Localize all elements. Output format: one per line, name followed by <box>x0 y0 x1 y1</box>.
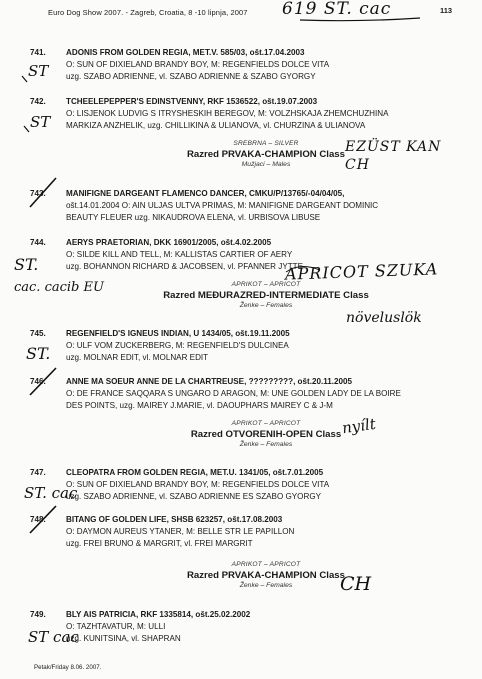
entry-number: 742. <box>30 97 46 106</box>
page-footer: Petak/Friday 8.06. 2007. <box>34 664 102 671</box>
handwritten-note-744a: ST. <box>14 255 39 274</box>
entry-746 <box>30 376 466 412</box>
handwritten-note-745: ST. <box>26 344 51 363</box>
entry-parents: O: LISJENOK LUDVIG S ITRYSHESKIH BEREGOV, M: VOLZHSKAJA ZHEMCHUZHINA <box>66 109 389 118</box>
handwritten-silver-ch: EZÜST KAN CH <box>345 139 442 173</box>
entry-parents: ošt.14.01.2004 O: AIN ULJAS ULTVA PRIMAS, M: MANIFIGNE DARGEANT DOMINIC <box>66 201 379 210</box>
entry-748 <box>30 514 466 550</box>
entry-number: 749. <box>30 610 46 619</box>
entry-breeder-owner: uzg. MOLNAR EDIT, vl. MOLNAR EDIT <box>66 353 209 362</box>
check-741 <box>22 76 27 82</box>
entry-title: REGENFIELD'S IGNEUS INDIAN, U 1434/05, ošt.19.11.2005 <box>66 329 290 338</box>
entry-parents: O: TAZHTAVATUR, M: ULLI <box>66 622 166 631</box>
entry-743 <box>30 188 466 224</box>
class-name: Razred PRVAKA-CHAMPION Class <box>187 149 345 160</box>
class-heading-apricot-champion <box>66 561 466 589</box>
entry-title: TCHEELEPEPPER'S EDINSTVENNY, RKF 1536522, ošt.19.07.2003 <box>66 97 318 106</box>
entry-title: ANNE MA SOEUR ANNE DE LA CHARTREUSE, ?????????, ošt.20.11.2005 <box>66 377 353 386</box>
entry-title: BITANG OF GOLDEN LIFE, SHSB 623257, ošt.17.08.2003 <box>66 515 283 524</box>
sex-label: Mužjaci – Males <box>241 161 291 168</box>
handwritten-nyilt: nyílt <box>340 414 377 438</box>
handwritten-note-744b: cac. cacib EU <box>14 280 104 295</box>
entry-number: 745. <box>30 329 46 338</box>
entry-number: 747. <box>30 468 46 477</box>
entry-number: 748. <box>30 515 46 524</box>
entry-breeder-owner: uzg. SZABO ADRIENNE, vl. SZABO ADRIENNE ES SZABO GYORGY <box>66 492 322 501</box>
entry-number: 743. <box>30 189 46 198</box>
color-label: APRIKOT – APRICOT <box>231 281 301 288</box>
sex-label: Ženke – Females <box>239 441 293 448</box>
entry-title: CLEOPATRA FROM GOLDEN REGIA, MET.U. 1341/05, ošt.7.01.2005 <box>66 468 324 477</box>
entry-title: ADONIS FROM GOLDEN REGIA, MET.V. 585/03, ošt.17.04.2003 <box>66 48 305 57</box>
class-name: Razred OTVORENIH-OPEN Class <box>190 429 342 440</box>
entry-742 <box>30 96 466 132</box>
entry-number: 741. <box>30 48 46 57</box>
handwritten-note-741: ST <box>28 62 49 80</box>
color-label: SREBRNA – SILVER <box>233 140 299 147</box>
entry-title: AERYS PRAETORIAN, DKK 16901/2005, ošt.4.02.2005 <box>66 238 272 247</box>
color-label: APRIKOT – APRICOT <box>231 420 301 427</box>
handwritten-ch: CH <box>340 573 372 595</box>
page-header: Euro Dog Show 2007. - Zagreb, Croatia, 8 -10 lipnja, 2007 <box>48 8 248 17</box>
entry-breeder-owner: uzg. SZABO ADRIENNE, vl. SZABO ADRIENNE & SZABO GYORGY <box>66 72 316 81</box>
entry-number: 744. <box>30 238 46 247</box>
entry-parents: O: SILDE KILL AND TELL, M: KALLISTAS CARTIER OF AERY <box>66 250 293 259</box>
entry-parents: O: DAYMON AUREUS YTANER, M: BELLE STR LE PAPILLON <box>66 527 295 536</box>
handwritten-note-742: ST <box>30 113 51 131</box>
handwritten-note-747: ST. cac <box>24 484 78 502</box>
handwritten-apricot-szuka: APRICOT SZUKA <box>284 259 439 284</box>
entry-breeder-owner: DES POINTS, uzg. MAIREY J.MARIE, vl. DAOUPHARS MAIREY C & J-M <box>66 401 333 410</box>
handwritten-note-749: ST cac <box>28 628 79 646</box>
page-number: 113 <box>440 6 453 15</box>
sex-label: Ženke – Females <box>239 302 293 309</box>
entry-breeder-owner: uzg. FREI BRUNO & MARGRIT, vl. FREI MARGRIT <box>66 539 253 548</box>
color-label: APRIKOT – APRICOT <box>231 561 301 568</box>
entry-parents: O: SUN OF DIXIELAND BRANDY BOY, M: REGENFIELDS DOLCE VITA <box>66 60 330 69</box>
entry-breeder-owner: BEAUTY FLEUER uzg. NIKAUDROVA ELENA, vl. URBISOVA LIBUSE <box>66 213 321 222</box>
handwritten-header-note: 619 ST. cac <box>282 0 392 19</box>
entry-parents: O: DE FRANCE SAQQARA S UNGARO D ARAGON, M: UNE GOLDEN LADY DE LA BOIRE <box>66 389 401 398</box>
entry-breeder-owner: uzg. KUNITSINA, vl. SHAPRAN <box>66 634 181 643</box>
check-742 <box>24 126 29 132</box>
entry-breeder-owner: MARKIZA ANZHELIK, uzg. CHILLIKINA & ULIANOVA, vl. CHURZINA & ULIANOVA <box>66 121 366 130</box>
entry-title: MANIFIGNE DARGEANT FLAMENCO DANCER, CMKU/P/13765/-04/04/05, <box>66 189 345 198</box>
entry-title: BLY AIS PATRICIA, RKF 1335814, ošt.25.02.2002 <box>66 610 251 619</box>
class-heading-apricot-intermediate <box>66 281 466 309</box>
entry-parents: O: SUN OF DIXIELAND BRANDY BOY, M: REGENFIELDS DOLCE VITA <box>66 480 330 489</box>
entry-number: 746. <box>30 377 46 386</box>
class-name: Razred MEĐURAZRED-INTERMEDIATE Class <box>163 290 369 301</box>
sex-label: Ženke – Females <box>239 582 293 589</box>
class-heading-apricot-open <box>66 420 466 448</box>
handwritten-noveluslok: növeluslök <box>346 310 422 326</box>
entry-parents: O: ULF VOM ZUCKERBERG, M: REGENFIELD'S DULCINEA <box>66 341 289 350</box>
entry-breeder-owner: uzg. BOHANNON RICHARD & JACOBSEN, vl. PFANNER JYTTE <box>66 262 304 271</box>
class-name: Razred PRVAKA-CHAMPION Class <box>187 570 345 581</box>
